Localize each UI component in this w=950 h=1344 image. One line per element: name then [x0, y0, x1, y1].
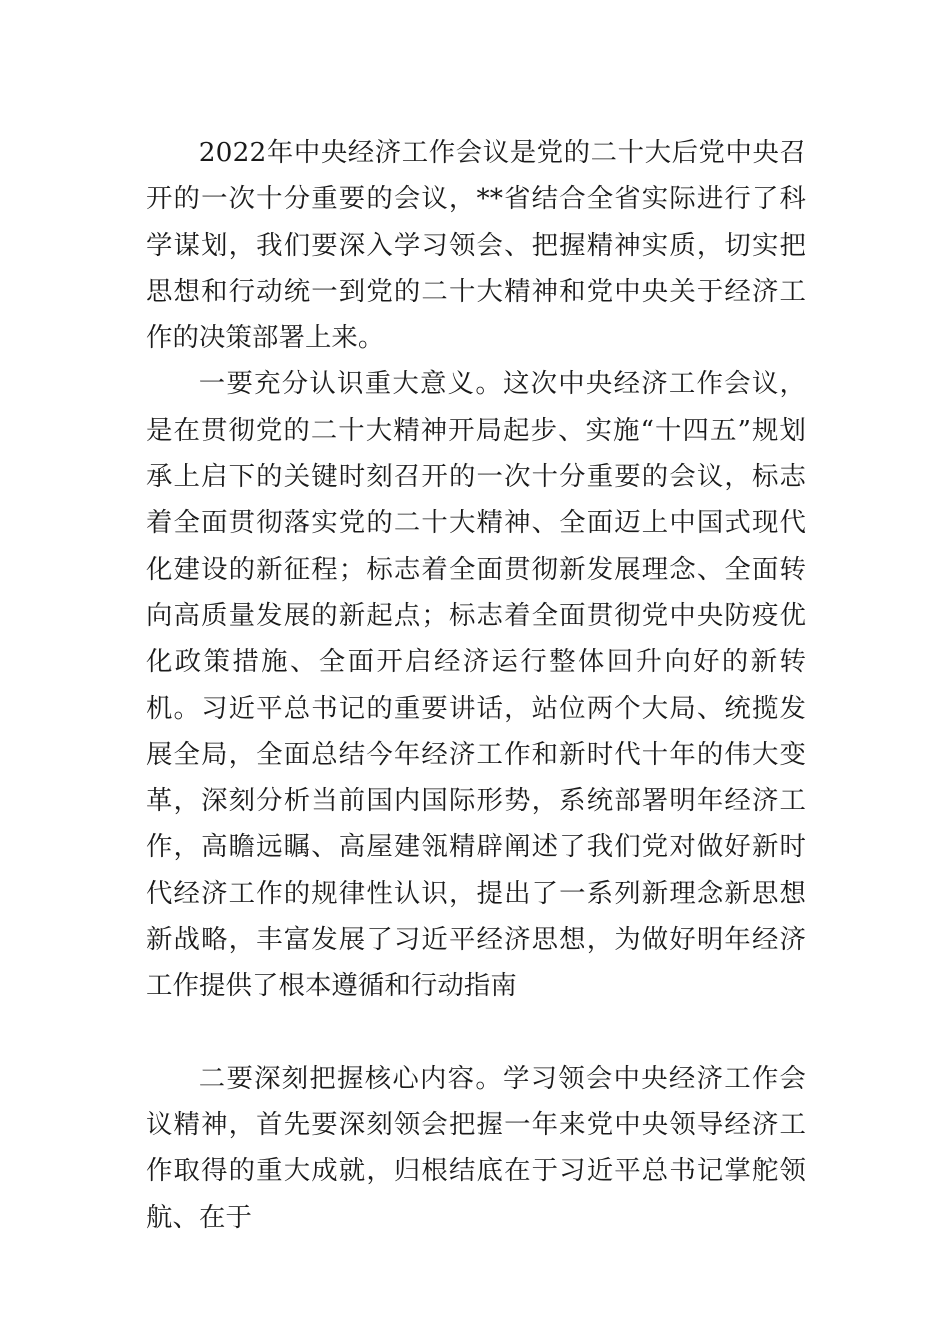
- paragraph-intro: 2022年中央经济工作会议是党的二十大后党中央召开的一次十分重要的会议，**省结合全省实际进行了科学谋划，我们要深入学习领会、把握精神实质，切实把思想和行动统一到党的二十大精神和党中央关于经济工作的决策部署上来。: [146, 137, 806, 354]
- paragraph-gap: [146, 1010, 806, 1056]
- document-body: [146, 130, 806, 1241]
- paragraph-point-one: 一要充分认识重大意义。这次中央经济工作会议，是在贯彻党的二十大精神开局起步、实施“十四五”规划承上启下的关键时刻召开的一次十分重要的会议，标志着全面贯彻落实党的二十大精神、全面迈上中国式现代化建设的新征程；标志着全面贯彻新发展理念、全面转向高质量发展的新起点；标志着全面贯彻党中央防疫优化政策措施、全面开启经济运行整体回升向好的新转机。习近平总书记的重要讲话，站位两个大局、统揽发展全局，全面总结今年经济工作和新时代十年的伟大变革，深刻分析当前国内国际形势，系统部署明年经济工作，高瞻远瞩、高屋建瓴精辟阐述了我们党对做好新时代经济工作的规律性认识，提出了一系列新理念新思想新战略，丰富发展了习近平经济思想，为做好明年经济工作提供了根本遵循和行动指南: [146, 368, 806, 1002]
- paragraph-point-two: 二要深刻把握核心内容。学习领会中央经济工作会议精神，首先要深刻领会把握一年来党中央领导经济工作取得的重大成就，归根结底在于习近平总书记掌舵领航、在于: [146, 1062, 806, 1233]
